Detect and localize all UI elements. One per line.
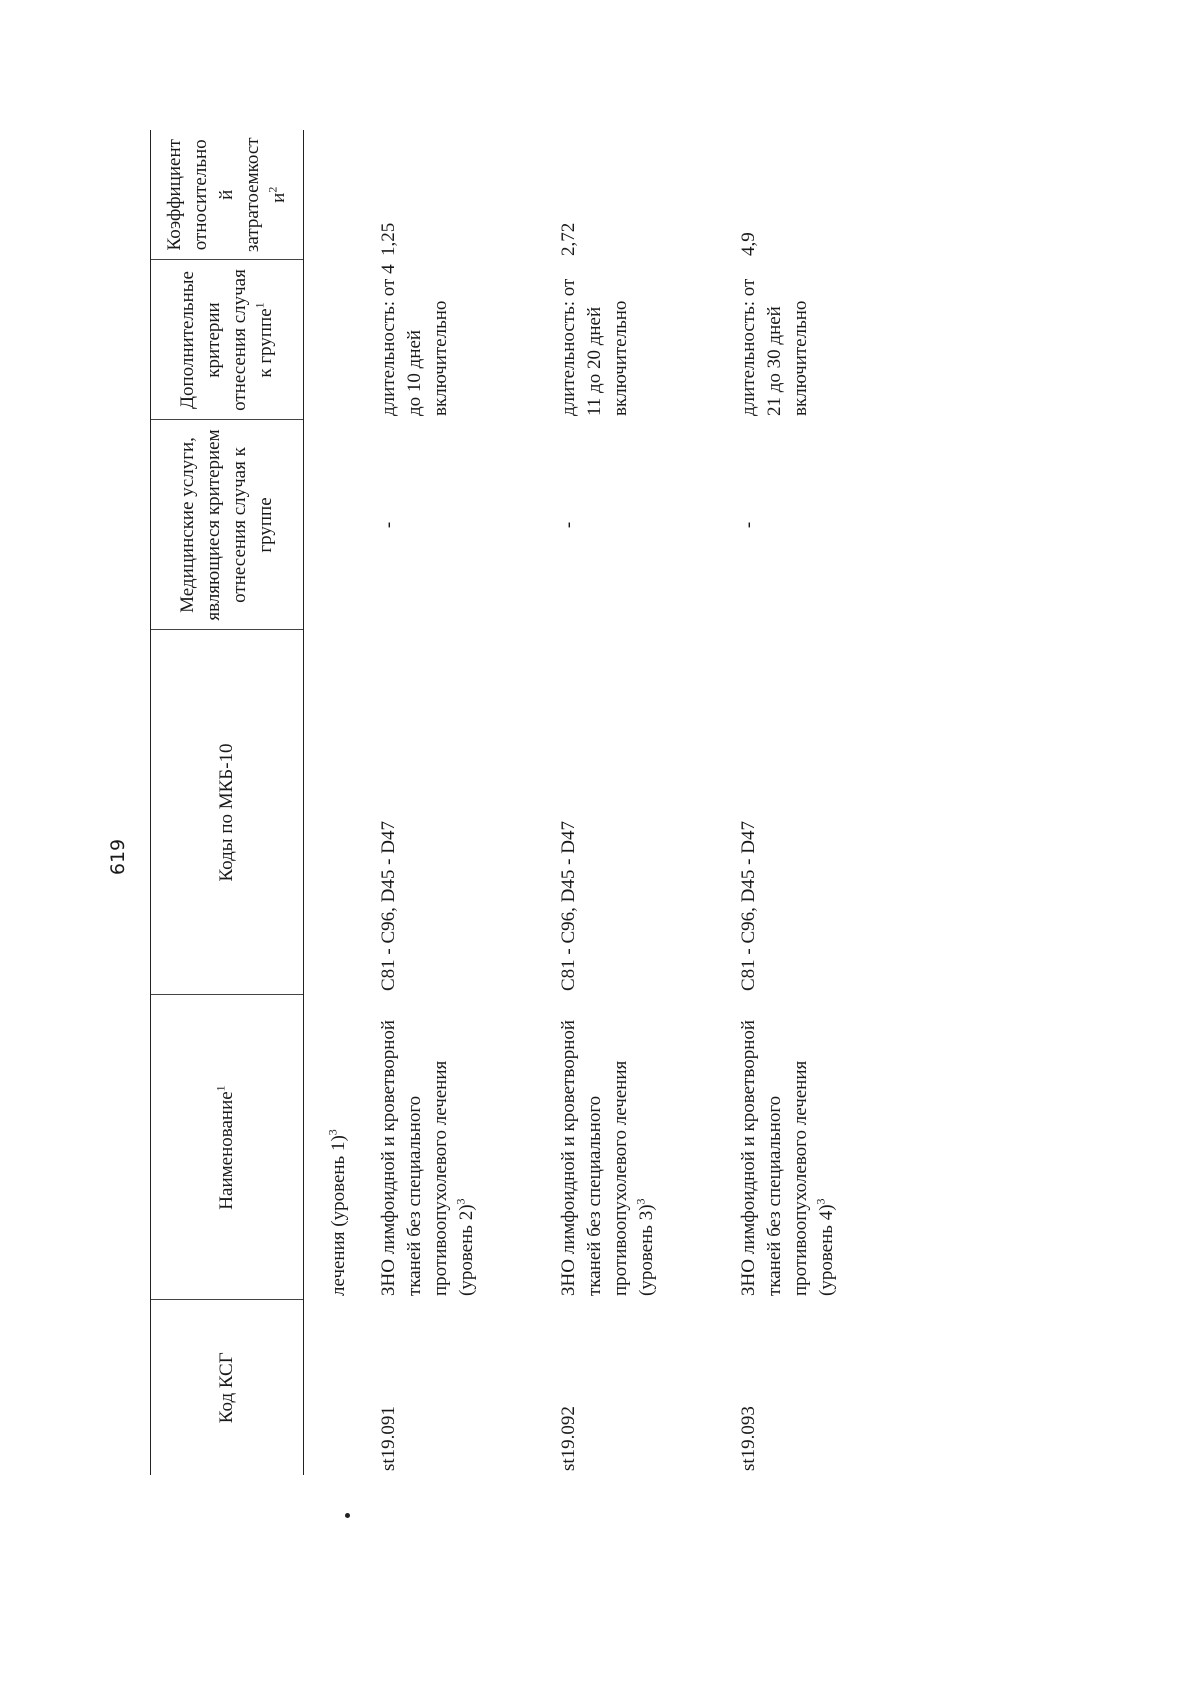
header-koef: Коэффициент относительно й затратоемкост $и^2$ bbox=[151, 130, 304, 260]
scan-speck bbox=[345, 1513, 350, 1518]
continuation-row bbox=[304, 130, 367, 1475]
row-med: - bbox=[738, 521, 759, 529]
row-med: - bbox=[378, 521, 399, 529]
continuation-name: лечения (уровень 1)$^3$ bbox=[325, 1129, 349, 1296]
row-code: st19.091 bbox=[378, 1406, 399, 1471]
row-name: ЗНО лимфоидной и кроветворной тканей без специального противоопухолевого лечения (уровень 4)$^3$ bbox=[738, 1019, 837, 1296]
row-code: st19.093 bbox=[738, 1406, 759, 1471]
page-number: 619 bbox=[107, 838, 129, 876]
ksg-table bbox=[150, 130, 906, 1475]
table-row bbox=[366, 130, 546, 1475]
header-med: Медицинские услуги, являющиеся критерием отнесения случая к группе bbox=[151, 420, 304, 630]
header-add: Дополнительные критерии отнесения случая к группе$^1$ bbox=[151, 260, 304, 420]
row-add: длительность: от 21 до 30 дней включительно bbox=[738, 278, 811, 416]
row-mkb: C81 - C96, D45 - D47 bbox=[558, 821, 579, 991]
row-koef: 1,25 bbox=[378, 222, 399, 256]
header-mkb: Коды по МКБ-10 bbox=[151, 630, 304, 995]
header-code: Код КСГ bbox=[151, 1300, 304, 1475]
row-add: длительность: от 11 до 20 дней включительно bbox=[558, 278, 631, 416]
row-med: - bbox=[558, 521, 579, 529]
table-row bbox=[726, 130, 906, 1475]
ksg-table-rotated bbox=[150, 130, 1200, 1475]
row-mkb: C81 - C96, D45 - D47 bbox=[738, 821, 759, 991]
row-add: длительность: от 4 до 10 дней включительно bbox=[378, 264, 451, 416]
table-row bbox=[546, 130, 726, 1475]
row-mkb: C81 - C96, D45 - D47 bbox=[378, 821, 399, 991]
row-koef: 2,72 bbox=[558, 222, 579, 256]
row-name: ЗНО лимфоидной и кроветворной тканей без специального противоопухолевого лечения (уровень 2)$^3$ bbox=[378, 1019, 477, 1296]
row-name: ЗНО лимфоидной и кроветворной тканей без специального противоопухолевого лечения (уровень 3)$^3$ bbox=[558, 1019, 657, 1296]
row-koef: 4,9 bbox=[738, 232, 759, 256]
header-name: Наименование$^1$ bbox=[151, 995, 304, 1300]
table-header-row bbox=[151, 130, 304, 1475]
row-code: st19.092 bbox=[558, 1406, 579, 1471]
